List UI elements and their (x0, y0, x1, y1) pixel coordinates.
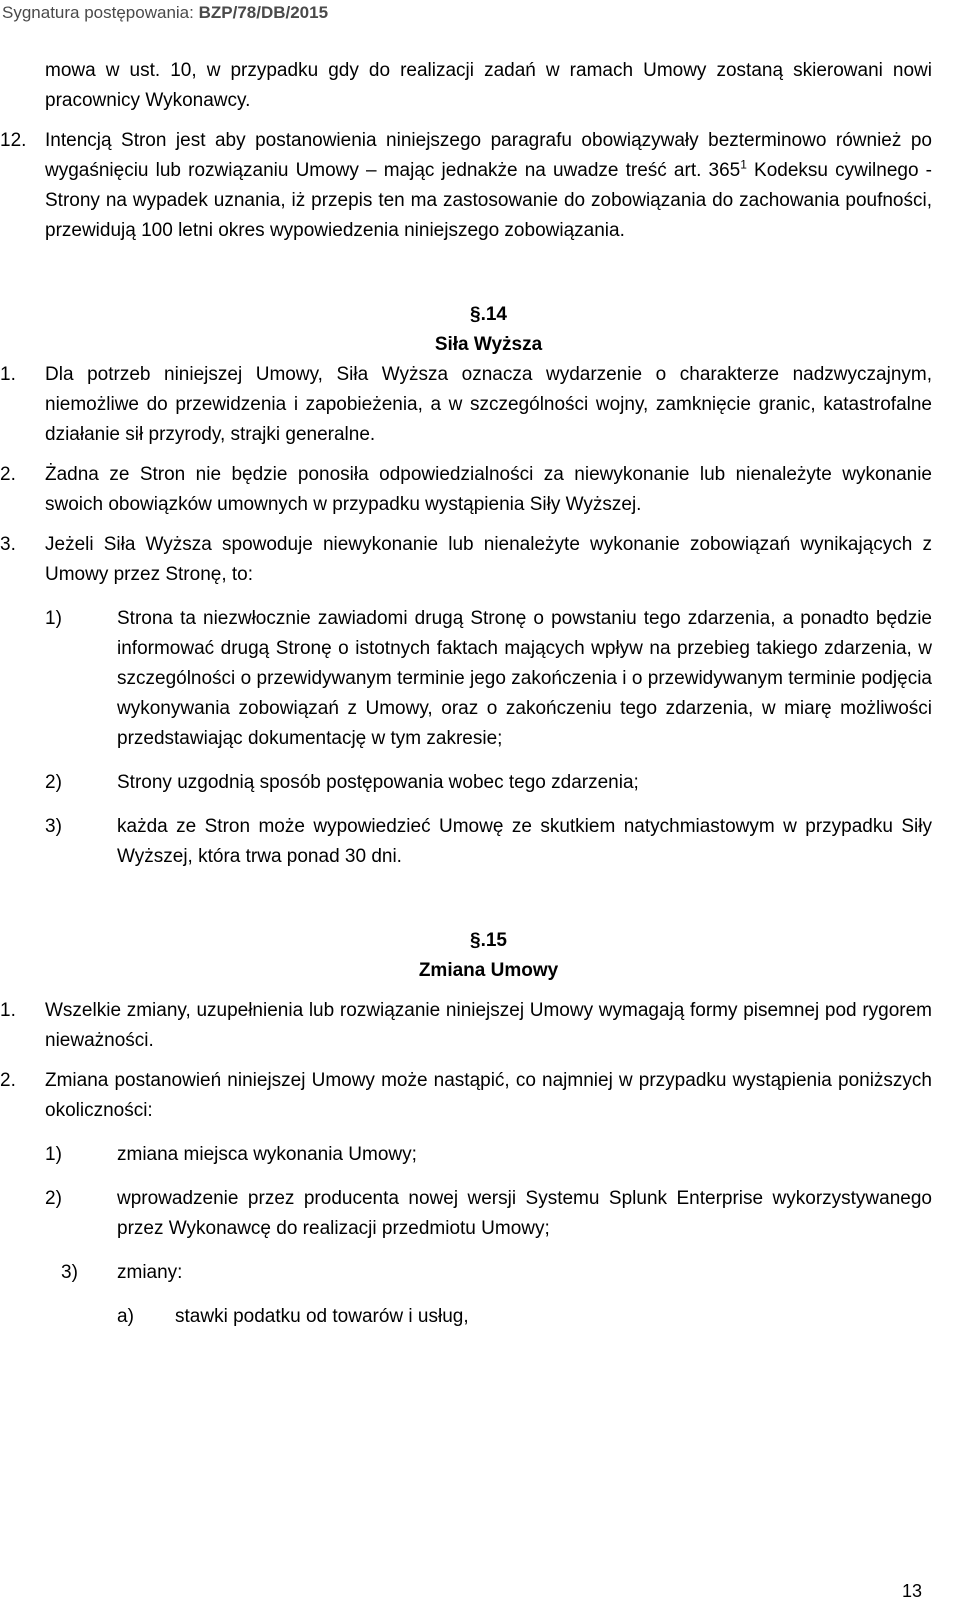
section-15-number: §.15 (470, 930, 507, 951)
s15-subitem-2 (45, 1184, 932, 1244)
subitem-text: zmiana miejsca wykonania Umowy; (117, 1144, 417, 1165)
item-text: Zmiana postanowień niniejszej Umowy może nastąpić, co najmniej w przypadku wystąpienia poniższych okoliczności: (45, 1070, 932, 1121)
subitem-label: 1) (45, 1144, 62, 1165)
item-text: Wszelkie zmiany, uzupełnienia lub rozwiązanie niniejszej Umowy wymagają formy pisemnej pod rygorem nieważności. (45, 1000, 932, 1051)
page-number: 13 (901, 1581, 922, 1601)
subitem-label: 3) (61, 1262, 78, 1283)
header-prefix: Sygnatura postępowania: (2, 3, 199, 22)
subitem-text: każda ze Stron może wypowiedzieć Umowę ze skutkiem natychmiastowym w przypadku Siły Wyższej, która trwa ponad 30 dni. (117, 816, 932, 867)
s14-subitem-3 (45, 812, 932, 872)
subsubitem-text: stawki podatku od towarów i usług, (175, 1306, 469, 1327)
subitem-label: 2) (45, 772, 62, 793)
item-label: 3. (0, 534, 16, 555)
item-text: Żadna ze Stron nie będzie ponosiła odpowiedzialności za niewykonanie lub nienależyte wykonanie swoich obowiązków umownych w przypadku wystąpienia Siły Wyższej. (45, 464, 932, 515)
item-text: Jeżeli Siła Wyższa spowoduje niewykonanie lub nienależyte wykonanie zobowiązań wynikających z Umowy przez Stronę, to: (45, 534, 932, 585)
section-15-title: Zmiana Umowy (418, 960, 559, 981)
paragraph-12-text-b: Kodeksu cywilnego - Strony na wypadek uznania, iż przepis ten ma zastosowanie do zobowiązania do zachowania poufności, przewidują 100 letni okres wypowiedzenia niniejszego zobowiązania. (45, 160, 932, 241)
item-label: 12. (0, 130, 27, 151)
subitem-text: wprowadzenie przez producenta nowej wersji Systemu Splunk Enterprise wykorzystywanego przez Wykonawcę do realizacji przedmiotu Umowy; (117, 1188, 932, 1239)
subsubitem-label: a) (117, 1306, 134, 1327)
item-label: 2. (0, 464, 16, 485)
subitem-label: 1) (45, 608, 62, 629)
subitem-label: 3) (45, 816, 62, 837)
superscript: 1 (740, 157, 747, 172)
s15-item-1 (0, 996, 932, 1056)
s15-subitem-3 (45, 1258, 932, 1288)
paragraph-12-text-a: Intencją Stron jest aby postanowienia niniejszego paragrafu obowiązywały bezterminowo również po wygaśnięciu lub rozwiązaniu Umowy – mając jednakże na uwadze treść art. 365 (45, 130, 932, 181)
s14-item-1 (0, 360, 932, 450)
subitem-text: Strony uzgodnią sposób postępowania wobec tego zdarzenia; (117, 772, 639, 793)
paragraph-12 (0, 126, 932, 246)
s14-item-3 (0, 530, 932, 590)
item-label: 1. (0, 1000, 16, 1021)
s14-item-2 (0, 460, 932, 520)
s14-subitem-1 (45, 604, 932, 754)
header-signature: BZP/78/DB/2015 (198, 3, 329, 22)
item-label: 1. (0, 364, 16, 385)
paragraph-11-continuation: mowa w ust. 10, w przypadku gdy do realizacji zadań w ramach Umowy zostaną skierowani nowi pracownicy Wykonawcy. (45, 60, 932, 111)
s14-subitem-2 (45, 768, 932, 798)
item-text: Dla potrzeb niniejszej Umowy, Siła Wyższa oznacza wydarzenie o charakterze nadzwyczajnym, niemożliwe do przewidzenia i zapobieżenia, a w szczególności wojny, zamknięcie granic, katastrofalne działanie sił przyrody, strajki generalne. (45, 364, 932, 445)
s15-subsubitem-a (45, 1302, 932, 1332)
item-label: 2. (0, 1070, 16, 1091)
document-body (0, 56, 932, 1332)
subitem-text: Strona ta niezwłocznie zawiadomi drugą Stronę o powstaniu tego zdarzenia, a ponadto będzie informować drugą Stronę o istotnych faktach mających wpływ na przebieg takiego zdarzenia, w szczególności o przewidywanym terminie jego zakończenia i o przewidywanym terminie podjęcia wykonywania zobowiązań z Umowy, oraz o zakończeniu tego zdarzenia, w miarę możliwości przedstawiając dokumentację w tym zakresie; (117, 608, 932, 749)
subitem-text: zmiany: (117, 1262, 183, 1283)
s15-subitem-1 (45, 1140, 932, 1170)
section-14-number: §.14 (470, 304, 507, 325)
s15-item-2 (0, 1066, 932, 1126)
subitem-label: 2) (45, 1188, 62, 1209)
page-header (0, 0, 960, 26)
section-14-title: Siła Wyższa (434, 334, 543, 355)
